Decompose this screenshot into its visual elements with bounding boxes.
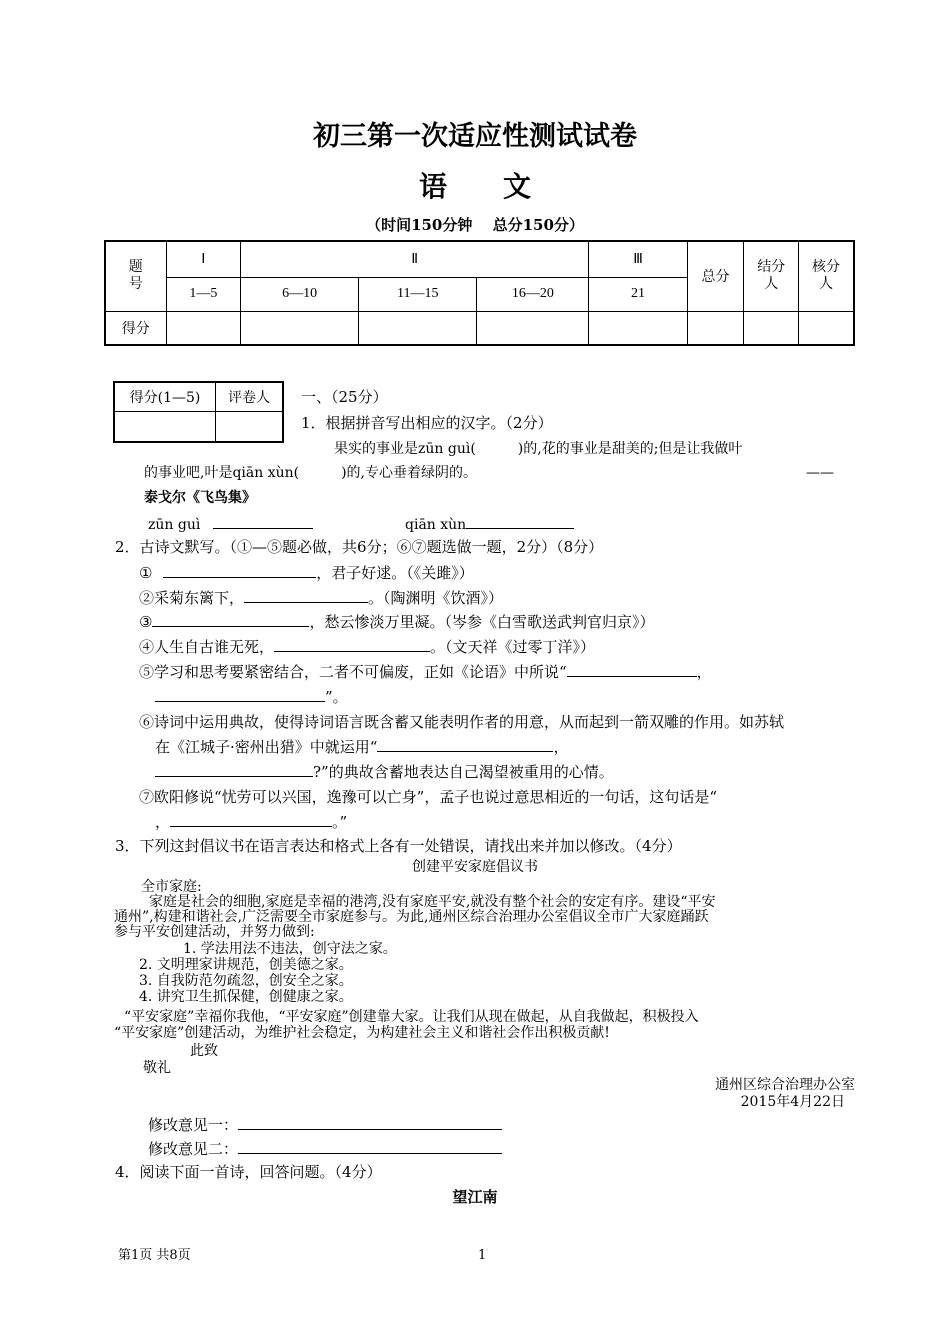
answer-blank[interactable]: [567, 662, 697, 677]
q2-item-text: ，: [553, 738, 569, 756]
page-info: 第1页 共8页: [118, 1248, 191, 1263]
q2-item-label: ①: [139, 564, 153, 582]
range-2: 6—10: [241, 277, 359, 311]
q2-item-7-cont: [155, 812, 347, 832]
q2-item-text: ⑤学习和思考要紧密结合，二者不可偏废，正如《论语》中所说“: [139, 663, 567, 681]
q2-item-text: ?”的典故含蓄地表达自己渴望被重用的心情。: [313, 763, 614, 781]
letter-body: 参与平安创建活动，并努力做到:: [114, 924, 315, 940]
q2-item-text: ，: [696, 663, 712, 681]
answer-blank[interactable]: [377, 737, 553, 752]
q2-item-7: ⑦欧阳修说“忧劳可以兴国，逸豫可以亡身”，孟子也说过意思相近的一句话，这句话是“: [139, 788, 718, 806]
total-label: 总分: [687, 241, 744, 311]
q2-item-text: ，君子好逑。（《关雎》）: [316, 564, 474, 582]
q1-answer-row-2: [405, 514, 574, 534]
letter-item: 2. 文明理家讲规范，创美德之家。: [139, 957, 353, 973]
score-cell[interactable]: [589, 311, 687, 345]
answer-blank[interactable]: [155, 687, 325, 702]
answer-blank[interactable]: [152, 612, 309, 627]
grader-name-cell[interactable]: [216, 411, 284, 442]
q2-item-5-cont: [155, 687, 348, 707]
letter-body: 通州”,构建和谐社会,广泛需要全市家庭参与。为此,通州区综合治理办公室倡议全市广大家庭踊跃: [114, 909, 709, 925]
grader-label: 评卷人: [216, 382, 284, 411]
q1-answer-row: [148, 514, 313, 534]
letter-item: 4. 讲究卫生抓保健，创健康之家。: [139, 989, 353, 1005]
pinyin-label-1: zūn guì: [148, 517, 201, 533]
revise-input[interactable]: [238, 1139, 502, 1154]
q1-source: 泰戈尔《飞鸟集》: [144, 490, 256, 506]
answer-blank-2[interactable]: [466, 514, 574, 529]
q2-item-label: ③: [139, 613, 153, 631]
pinyin-label-2: qiān xùn: [405, 517, 467, 533]
exam-meta: （时间150分钟 总分150分）: [366, 216, 584, 234]
q2-item-text: ②采菊东篱下，: [139, 589, 245, 607]
q2-item-1: [139, 563, 474, 583]
question-2: 2．古诗文默写。（①—⑤题必做，共6分；⑥⑦题选做一题，2分）（8分）: [115, 538, 604, 556]
answer-blank[interactable]: [274, 637, 430, 652]
range-3: 11—15: [359, 277, 477, 311]
q1-passage-line-2: 的事业吧,叶是qiān xùn( )的,专心垂着绿阴的。: [144, 465, 478, 481]
q2-item-4: [139, 637, 595, 657]
score-cell[interactable]: [799, 311, 854, 345]
letter-body: “平安家庭”创建活动，为维护社会稳定，为构建社会主义和谐社会作出积极贡献!: [114, 1025, 610, 1041]
range-4: 16—20: [477, 277, 589, 311]
letter-body: “平安家庭”幸福你我他，“平安家庭”创建靠大家。让我们从现在做起，从自我做起，积极投入: [124, 1009, 699, 1025]
score-row-label: 得分: [105, 311, 166, 345]
q2-item-text: ，愁云惨淡万里凝。（岑参《白雪歌送武判官归京》）: [309, 613, 655, 631]
letter-closing: 此致: [190, 1043, 218, 1059]
question-3: 3．下列这封倡议书在语言表达和格式上各有一处错误，请找出来并加以修改。（4分）: [115, 837, 682, 855]
letter-body: 家庭是社会的细胞,家庭是幸福的港湾,没有家庭平安,就没有整个社会的安定有序。建设“平安: [149, 894, 716, 910]
revise-row-1: [148, 1115, 502, 1135]
letter-date: 2015年4月22日: [740, 1094, 845, 1110]
q2-item-text: ，: [155, 813, 171, 831]
score-cell[interactable]: [744, 311, 799, 345]
q2-item-text: ”。: [325, 688, 348, 706]
section-3-header: Ⅲ: [589, 241, 687, 277]
question-1: 1．根据拼音写出相应的汉字。（2分）: [301, 414, 553, 432]
letter-item: 3. 自我防范勿疏忽，创安全之家。: [139, 973, 353, 989]
letter-title: 创建平安家庭倡议书: [412, 859, 538, 875]
page-number: 1: [478, 1248, 487, 1263]
grader-box: [113, 381, 284, 443]
poem-title: 望江南: [452, 1188, 498, 1206]
section-1-header: Ⅰ: [166, 241, 240, 277]
letter-closing: 敬礼: [143, 1060, 171, 1076]
range-5: 21: [589, 277, 687, 311]
q2-item-text: 。（陶渊明《饮酒》）: [368, 589, 504, 607]
exam-title: 初三第一次适应性测试试卷: [313, 121, 637, 152]
q2-item-3: [139, 612, 654, 632]
answer-blank[interactable]: [163, 563, 316, 578]
score-cell[interactable]: [687, 311, 744, 345]
answer-blank[interactable]: [170, 812, 332, 827]
letter-signature: 通州区综合治理办公室: [715, 1077, 855, 1093]
q2-item-text: 。（文天祥《过零丁洋》）: [430, 638, 596, 656]
q2-item-text: 。”: [332, 813, 348, 831]
score-cell[interactable]: [477, 311, 589, 345]
q2-item-5: [139, 662, 712, 682]
q2-item-6: ⑥诗词中运用典故，使得诗词语言既含蓄又能表明作者的用意，从而起到一箭双雕的作用。如苏轼: [139, 713, 785, 731]
answer-blank[interactable]: [244, 588, 368, 603]
q1-dash: ——: [806, 465, 834, 481]
grader-score-cell[interactable]: [114, 411, 216, 442]
q1-passage-line-1: 果实的事业是zūn guì( )的,花的事业是甜美的;但是让我做叶: [334, 441, 743, 457]
q2-item-6-cont-2: [155, 762, 614, 782]
revise-row-2: [148, 1139, 502, 1159]
section-heading: 一、（25分）: [301, 388, 388, 406]
revise-label: 修改意见一：: [148, 1116, 239, 1134]
letter-salutation: 全市家庭:: [141, 879, 202, 895]
revise-label: 修改意见二：: [148, 1140, 239, 1158]
grader-score-label: 得分(1—5): [114, 382, 216, 411]
answer-blank[interactable]: [155, 762, 313, 777]
score-cell[interactable]: [166, 311, 240, 345]
section-2-header: Ⅱ: [241, 241, 589, 277]
score-cell[interactable]: [359, 311, 477, 345]
checker-label: 核分人: [799, 241, 854, 311]
score-table: [104, 240, 855, 346]
subject-title: 语 文: [418, 170, 531, 203]
scorer-label: 结分人: [744, 241, 799, 311]
answer-blank-1[interactable]: [213, 514, 313, 529]
q2-item-text: ④人生自古谁无死，: [139, 638, 275, 656]
revise-input[interactable]: [238, 1115, 502, 1130]
q2-item-text: 在《江城子·密州出猎》中就运用“: [155, 738, 378, 756]
question-4: 4．阅读下面一首诗，回答问题。（4分）: [115, 1163, 382, 1181]
q2-item-2: [139, 588, 503, 608]
score-cell[interactable]: [241, 311, 359, 345]
range-1: 1—5: [166, 277, 240, 311]
letter-item: 1. 学法用法不违法，创守法之家。: [183, 941, 397, 957]
q2-item-6-cont: [155, 737, 568, 757]
question-number-label: 题号: [105, 241, 166, 311]
